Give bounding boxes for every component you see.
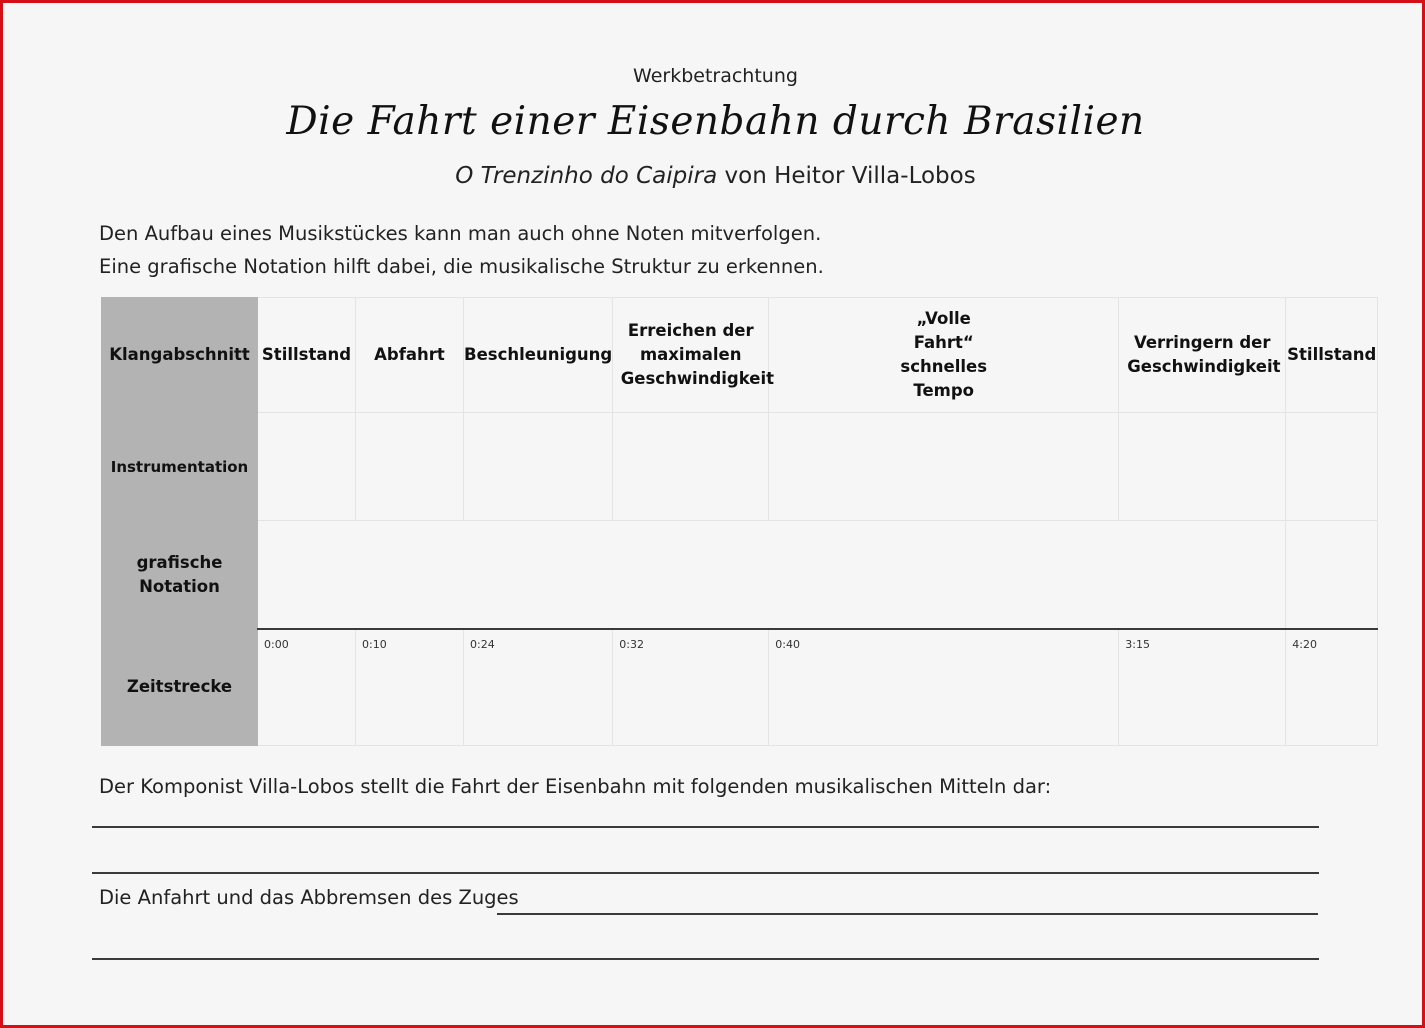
section-cell: Beschleunigung xyxy=(464,298,613,413)
row-instrumentation xyxy=(102,413,1378,521)
section-cell: Stillstand xyxy=(1286,298,1378,413)
composer-text: von Heitor Villa-Lobos xyxy=(717,163,976,189)
instrumentation-cell[interactable] xyxy=(1286,413,1378,521)
section-text: Verringern der Geschwindigkeit xyxy=(1127,333,1281,376)
graphic-notation-cell[interactable] xyxy=(1286,521,1378,630)
instrumentation-cell[interactable] xyxy=(613,413,769,521)
row-label-zeitstrecke: Zeitstrecke xyxy=(102,629,258,746)
row-label-klangabschnitt: Klangabschnitt xyxy=(102,298,258,413)
instrumentation-cell[interactable] xyxy=(258,413,356,521)
main-title: Die Fahrt einer Eisenbahn durch Brasilien xyxy=(286,99,1145,144)
work-title: O Trenzinho do Caipira xyxy=(455,163,718,189)
time-label: 0:24 xyxy=(464,629,613,746)
row-zeitstrecke xyxy=(102,629,1378,746)
question-2: Die Anfahrt und das Abbremsen des Zuges xyxy=(99,886,519,909)
section-cell xyxy=(769,298,1119,413)
answer-line[interactable] xyxy=(92,826,1319,828)
section-cell: Stillstand xyxy=(258,298,356,413)
row-klangabschnitt xyxy=(102,298,1378,413)
instrumentation-cell[interactable] xyxy=(356,413,464,521)
time-label: 0:10 xyxy=(356,629,464,746)
instrumentation-cell[interactable] xyxy=(464,413,613,521)
time-label: 0:32 xyxy=(613,629,769,746)
section-text: Erreichen der maximalen Geschwindigkeit xyxy=(620,321,775,388)
instrumentation-cell[interactable] xyxy=(1119,413,1286,521)
notation-table xyxy=(101,297,1378,746)
row-label-instrumentation: Instrumentation xyxy=(102,413,258,521)
question-1: Der Komponist Villa-Lobos stellt die Fahrt der Eisenbahn mit folgenden musikalischen Mitteln dar: xyxy=(99,775,1052,798)
subtitle xyxy=(3,163,1425,189)
intro-line-1: Den Aufbau eines Musikstückes kann man auch ohne Noten mitverfolgen. xyxy=(99,222,822,245)
answer-line[interactable] xyxy=(92,958,1319,960)
row-label-text: grafische Notation xyxy=(136,552,223,596)
pre-title: Werkbetrachtung xyxy=(633,65,798,87)
section-cell xyxy=(1119,298,1286,413)
section-text: „Volle Fahrt“ schnelles Tempo xyxy=(900,309,988,400)
time-label: 0:00 xyxy=(258,629,356,746)
time-label: 4:20 xyxy=(1286,629,1378,746)
section-cell xyxy=(613,298,775,413)
time-label: 3:15 xyxy=(1119,629,1286,746)
answer-line[interactable] xyxy=(497,913,1318,915)
row-grafische-notation xyxy=(102,521,1378,630)
graphic-notation-area[interactable] xyxy=(258,521,1286,630)
intro-line-2: Eine grafische Notation hilft dabei, die musikalische Struktur zu erkennen. xyxy=(99,255,824,278)
time-label: 0:40 xyxy=(769,629,1119,746)
answer-line[interactable] xyxy=(92,872,1319,874)
row-label-grafische-notation xyxy=(102,521,258,630)
section-cell: Abfahrt xyxy=(356,298,464,413)
instrumentation-cell[interactable] xyxy=(769,413,1119,521)
